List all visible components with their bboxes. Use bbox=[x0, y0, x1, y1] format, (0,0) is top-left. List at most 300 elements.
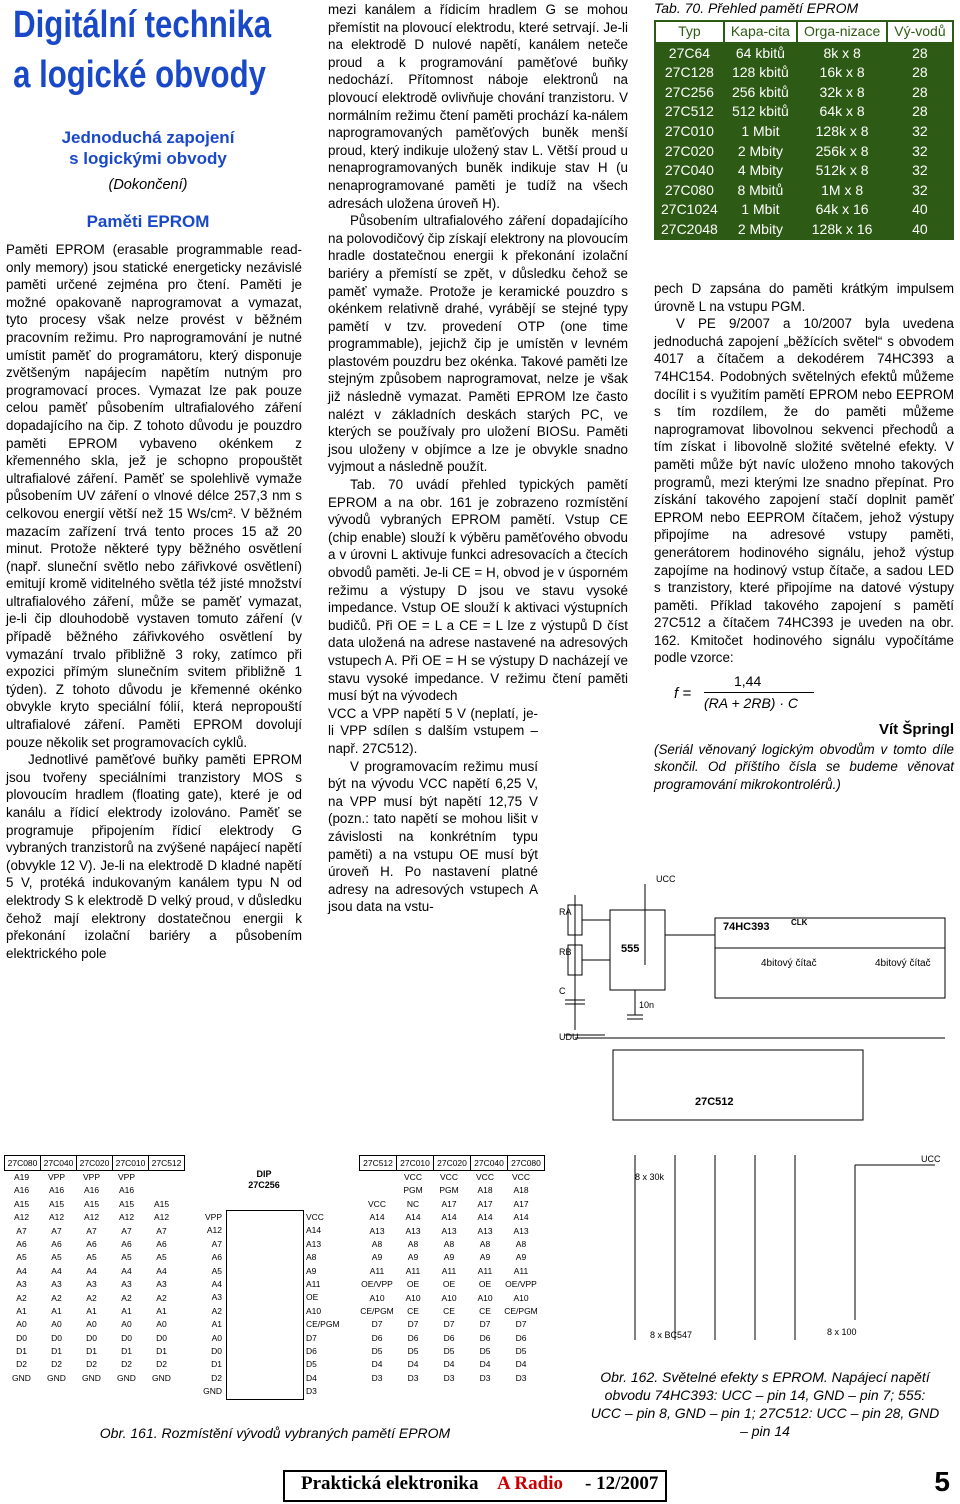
pinout-cell: A2 bbox=[121, 1292, 132, 1303]
pinout-cell: A2 bbox=[16, 1292, 27, 1303]
pinout-cell: GND bbox=[47, 1372, 66, 1383]
pinout-cell: A9 bbox=[371, 1252, 383, 1263]
table-cell: 64k x 16 bbox=[815, 201, 869, 218]
pinout-cell: A3 bbox=[121, 1279, 132, 1290]
pinout-cell: A19 bbox=[13, 1172, 30, 1182]
table-row bbox=[655, 122, 953, 142]
pinout-cell: A4 bbox=[121, 1265, 132, 1276]
pinout-cell: VCC bbox=[440, 1172, 458, 1182]
pinout-cell: D6 bbox=[407, 1332, 419, 1343]
dip-label: DIP bbox=[256, 1169, 272, 1179]
dip-pin-right: OE bbox=[306, 1292, 319, 1303]
fig162-clk: CLK bbox=[791, 918, 808, 927]
pinout-cell: A6 bbox=[16, 1238, 27, 1249]
formula-fraction-bar bbox=[704, 692, 814, 693]
pinout-cell: GND bbox=[82, 1372, 101, 1383]
pinout-cell: A9 bbox=[407, 1252, 419, 1263]
pinout-cell: A8 bbox=[515, 1238, 527, 1249]
pinout-cell: A5 bbox=[86, 1252, 97, 1263]
pinout-cell: A14 bbox=[405, 1212, 421, 1223]
pinout-cell: D5 bbox=[443, 1346, 455, 1357]
table-cell: 32 bbox=[912, 122, 928, 139]
pinout-cell: D5 bbox=[407, 1346, 419, 1357]
pinout-cell: A3 bbox=[86, 1279, 97, 1290]
pinout-cell: A12 bbox=[118, 1212, 135, 1223]
pinout-cell: VPP bbox=[117, 1172, 135, 1182]
col3-paragraph-1: pech D zapsána do paměti krátkým impulsem úrovně L na vstupu PGM. bbox=[654, 281, 954, 314]
pinout-cell: VCC bbox=[404, 1172, 422, 1182]
col2-paragraph-1: mezi kanálem a řídicím hradlem G se mohou přemístit na plovoucí elektrodu, které setrvají. Je-li na elektrodě D nulové napětí, kanálem neteče proud a k programování paměťové buňky nedochází. Přítomnost náboje elektronů na plovoucí elektrodě ovlivňuje chování tranzistoru. V normálním režimu čtení paměti prochází ka-nálem naprogramovaných paměťových buněk menší proud, který indikuje uložený stav L. Větší proud u nenaprogramovaných buněk indikuje stav H (u nenaprogramované paměti je tudíž na všech adresách uložena úroveň H). bbox=[328, 2, 628, 211]
pinout-cell: OE bbox=[406, 1279, 420, 1290]
fig162-74hc393: 74HC393 bbox=[723, 921, 770, 933]
formula-numerator: 1,44 bbox=[734, 673, 762, 690]
figure-162-caption: Obr. 162. Světelné efekty s EPROM. Napájecí napětí obvodu 74HC393: UCC – pin 14, GND – pin 7; 555: UCC – pin 8, GND – pin 1; 27C512: UCC – pin 28, GND – pin 14 bbox=[590, 1369, 940, 1439]
pinout-cell: CE bbox=[443, 1305, 455, 1316]
dip-pin-left: A3 bbox=[211, 1292, 222, 1303]
dip-pin-right: A14 bbox=[306, 1225, 322, 1236]
col3-paragraph-2: V PE 9/2007 a 10/2007 byla uvedena jednoduchá zapojení „běžících světel“ s obvodem 4017 a čítačem a dekodérem 74HC393 a 74HC154. Podobných světelných efektů můžeme docílit i s využitím pamětí EPROM nebo EEPROM s tím rozdílem, že do paměti můžeme naprogramovat libovolnou sekvenci přechodů a tím získat i libovolně složité světelné efekty. V paměti může být navíc uloženo mnoho takových programů, mezi kterými lze snadno přepínat. Pro získání takového zapojení stačí doplnit paměť EPROM nebo EEPROM čítačem, jehož výstupy připojíme na adresové vstupy paměti, generátorem hodinového signálu, jehož výstup zapojíme na hodinový vstup čítače, a sadou LED s tranzistory, které připojíme na datové výstupy paměti. Příklad takového zapojení s pamětí 27C512 a čítačem 74HC393 je uveden na obr. 162. Kmitočet hodinového signálu vypočítáme podle vzorce: bbox=[654, 316, 954, 666]
table-cell: 128 kbitů bbox=[731, 64, 789, 81]
pinout-cell: A0 bbox=[16, 1319, 27, 1330]
table-cell: 28 bbox=[912, 103, 928, 120]
pinout-cell: D6 bbox=[443, 1332, 455, 1343]
table-cell: 27C1024 bbox=[661, 201, 718, 218]
table-cell: 2 Mbity bbox=[737, 142, 783, 159]
table-cell: 32k x 8 bbox=[819, 83, 865, 100]
dip-package bbox=[226, 1210, 304, 1400]
pinout-cell: D7 bbox=[407, 1319, 419, 1330]
pinout-cell: D1 bbox=[121, 1346, 132, 1357]
dip-pin-left: A7 bbox=[211, 1238, 222, 1249]
pinout-cell: VPP bbox=[82, 1172, 100, 1182]
pinout-cell: A11 bbox=[513, 1265, 529, 1276]
fig162-ra: RA bbox=[559, 907, 572, 917]
pinout-cell: A15 bbox=[13, 1198, 30, 1209]
footer-bar bbox=[283, 1470, 667, 1502]
column-2 bbox=[328, 1, 628, 916]
pinout-cell: D4 bbox=[515, 1359, 527, 1370]
dip-pin-right: D4 bbox=[306, 1372, 317, 1383]
pinout-cell: GND bbox=[12, 1372, 31, 1383]
pinout-cell: A11 bbox=[405, 1265, 421, 1276]
fig162-555: 555 bbox=[621, 943, 640, 955]
pinout-cell: D2 bbox=[121, 1359, 132, 1370]
pinout-cell: A0 bbox=[156, 1319, 167, 1330]
dip-pin-left: GND bbox=[203, 1386, 222, 1397]
pinout-cell: OE bbox=[442, 1279, 456, 1290]
col2-paragraph-4: V programovacím režimu musí být na vývodu VCC napětí 6,25 V, na VPP musí být napětí 12,75 V (pozn.: tato napětí se mohou lišit v závislosti na konkrétním typu paměti) a na vstupu OE musí být úroveň H. Po nastavení platné adresy na adresových vstupech A jsou data na vstu- bbox=[328, 758, 538, 915]
pinout-cell: D1 bbox=[86, 1346, 97, 1357]
dip-pin-left: D1 bbox=[211, 1359, 222, 1370]
col1-paragraph-2: Jednotlivé paměťové buňky paměti EPROM jsou tvořeny speciálními tranzistory MOS s plovoucím hradlem (floating gate), které je od kanálu a řídicí elektrody izolováno. Paměť se programuje připojením řídicí elektrody G vybraných tranzistorů na zvýšené napájecí napětí (obvykle 12 V). Je-li na elektrodě D kladné napětí 5 V, protéká indukovaným kanálem typu N od elektrody S k elektrodě D velký proud, v důsledku čehož mají elektrony dostatečnou energii k překonání izolační bariéry a působením elektrického pole bbox=[6, 752, 302, 961]
pinout-cell: D4 bbox=[443, 1359, 455, 1370]
pinout-cell: D3 bbox=[371, 1372, 383, 1383]
dip-pin-left: A1 bbox=[211, 1319, 222, 1330]
pinout-cell: A14 bbox=[513, 1212, 529, 1223]
pinout-cell: D2 bbox=[16, 1359, 27, 1370]
table-cell: 27C256 bbox=[664, 83, 714, 100]
fig162-counter1: 4bitový čítač bbox=[761, 958, 817, 969]
table-cell: 256 kbitů bbox=[731, 83, 789, 100]
table-cell: 1M x 8 bbox=[821, 181, 864, 198]
pinout-cell: A3 bbox=[156, 1279, 167, 1290]
table-row bbox=[655, 220, 953, 240]
dip-pin-left: D2 bbox=[211, 1372, 222, 1383]
table-header-cell: Typ bbox=[655, 21, 724, 43]
fig162-c10n: 10n bbox=[639, 1000, 655, 1010]
series-note: (Seriál věnovaný logickým obvodům v tomto díle skončil. Od příštího čísla se budeme věnovat programování mikrokontrolérů.) bbox=[654, 741, 954, 792]
pinout-cell bbox=[144, 1171, 179, 1184]
pinout-cell: D6 bbox=[479, 1332, 491, 1343]
pinout-cell: A6 bbox=[156, 1238, 167, 1249]
pinout-cell: A5 bbox=[156, 1252, 167, 1263]
pinout-cell: GND bbox=[152, 1372, 171, 1383]
fig162-res100: 8 x 100 bbox=[827, 1327, 857, 1337]
pinout-cell: D3 bbox=[407, 1372, 419, 1383]
dip-pin-left: A12 bbox=[206, 1225, 222, 1236]
dip-pin-right: A9 bbox=[306, 1265, 317, 1276]
pinout-cell: OE/VPP bbox=[505, 1279, 537, 1290]
title-line-1: Digitální technika bbox=[13, 4, 272, 46]
pinout-cell: A1 bbox=[16, 1305, 27, 1316]
pinout-cell: D6 bbox=[515, 1332, 527, 1343]
pinout-cell: A16 bbox=[83, 1185, 100, 1196]
pinout-cell: GND bbox=[117, 1372, 136, 1383]
pinout-cell: A8 bbox=[371, 1238, 383, 1249]
dip-pin-left: A2 bbox=[211, 1305, 222, 1316]
table-cell: 128k x 8 bbox=[815, 122, 869, 139]
table-header-cell: Kapa-cita bbox=[724, 21, 797, 43]
pinout-cell: D2 bbox=[86, 1359, 97, 1370]
pinout-cell: VPP bbox=[47, 1172, 65, 1182]
figure-162-schematic bbox=[555, 870, 960, 1150]
pinout-cell: A13 bbox=[513, 1225, 529, 1236]
table-cell: 1 Mbit bbox=[741, 201, 780, 218]
pinout-cell: D3 bbox=[479, 1372, 491, 1383]
dip-pin-right: A13 bbox=[306, 1238, 322, 1249]
pinout-cell: CE/PGM bbox=[360, 1305, 394, 1316]
page-number: 5 bbox=[934, 1466, 950, 1497]
col1-paragraph-1: Paměti EPROM (erasable programmable read-only memory) jsou statické energeticky nezávislé paměti určené zejména pro čtení. Paměti je možné opakovaně naprogramovat a vymazat, tyto procesy však nelze provést v běžném pracovním režimu. Pro naprogramování je nutné umístit paměť do programátoru, který disponuje zvětšeným napájecím napětím nutným pro programovací proces. Vymazat lze pak pouze celou paměť působením ultrafialového záření dopadajícího na čip. Z tohoto důvodu je pouzdro paměti EPROM vybaveno okénkem z křemenného skla, jež je schopno propouštět ultrafialové záření. Paměť se spolehlivě vymaže působením UV záření o vlnové délce 257,3 nm s celkovou energií větší než 15 Ws/cm². V běžném mazacím zařízení trvá tento proces 15 až 20 minut. Protože některé typy běžného osvětlení (např. sluneční světlo nebo zářivkové osvětlení) emitují kromě viditelného světla též jisté množství ultrafialového záření, může se paměť vymazat, je-li čip dlouhodobě vystaven tomuto záření (v případě běžného zářivkového osvětlení by vymazání trvalo přibližně 3 roky, zatímco při expozici přímým slunečním svitem přibližně 1 týden). Z tohoto důvodu je křemenné okénko obvykle kryto speciální fólií, která nepropouští ultrafialové záření. Paměti EPROM dovolují pouze několik set programovacích cyklů. bbox=[6, 242, 302, 750]
table-caption: Tab. 70. Přehled pamětí EPROM bbox=[654, 0, 859, 16]
pinout-cell: A13 bbox=[369, 1225, 385, 1236]
pinout-cell: CE bbox=[407, 1305, 419, 1316]
dip-pin-right: D5 bbox=[306, 1359, 317, 1370]
fig162-rb: RB bbox=[559, 947, 572, 957]
pinout-cell: A16 bbox=[48, 1185, 65, 1196]
table-cell: 32 bbox=[912, 162, 928, 179]
pinout-cell: A5 bbox=[121, 1252, 132, 1263]
pinout-cell: A18 bbox=[477, 1185, 493, 1196]
pinout-cell: D3 bbox=[515, 1372, 527, 1383]
pinout-cell: A8 bbox=[479, 1238, 491, 1249]
dip-pin-left: A4 bbox=[211, 1279, 222, 1289]
pinout-cell: A4 bbox=[51, 1265, 62, 1276]
table-row bbox=[655, 142, 953, 162]
title-line-2: a logické obvody bbox=[13, 54, 266, 96]
pinout-cell: D1 bbox=[16, 1346, 27, 1357]
column-1 bbox=[6, 241, 302, 962]
pinout-cell: D5 bbox=[515, 1346, 527, 1357]
dip-pin-right: A10 bbox=[306, 1305, 322, 1316]
pinout-cell: A1 bbox=[86, 1305, 97, 1316]
pinout-header: 27C040 bbox=[41, 1156, 77, 1170]
pinout-cell: A6 bbox=[121, 1238, 132, 1249]
pinout-cell: A10 bbox=[369, 1292, 385, 1303]
pinout-cell: D1 bbox=[51, 1346, 62, 1357]
pinout-cell: A4 bbox=[16, 1265, 27, 1276]
article-title bbox=[0, 0, 296, 108]
subtitle-line-2: s logickými obvody bbox=[69, 149, 227, 168]
pinout-cell: A14 bbox=[369, 1212, 385, 1223]
pinout-cell: D3 bbox=[443, 1372, 455, 1383]
table-cell: 128k x 16 bbox=[811, 220, 873, 237]
footer-issue: - 12/2007 bbox=[585, 1473, 659, 1494]
pinout-cell: CE bbox=[479, 1305, 491, 1316]
pinout-cell bbox=[359, 1184, 395, 1197]
table-cell: 27C040 bbox=[664, 162, 714, 179]
table-cell: 32 bbox=[912, 181, 928, 198]
pinout-cell: A4 bbox=[156, 1265, 167, 1276]
dip-pin-right: CE/PGM bbox=[306, 1319, 340, 1330]
dip-pin-right: D7 bbox=[306, 1332, 317, 1343]
pinout-cell: A2 bbox=[86, 1292, 97, 1303]
col2-paragraph-3b: VCC a VPP napětí 5 V (neplatí, je-li VPP sdílen s dalším vstupem – např. 27C512). bbox=[328, 705, 538, 756]
pinout-cell: D5 bbox=[479, 1346, 491, 1357]
pinout-cell: CE/PGM bbox=[504, 1305, 538, 1316]
pinout-cell: A0 bbox=[51, 1319, 62, 1330]
pinout-header: 27C040 bbox=[471, 1156, 508, 1170]
pinout-cell: VCC bbox=[512, 1172, 530, 1182]
pinout-cell: D7 bbox=[515, 1319, 527, 1330]
figure-161-caption: Obr. 161. Rozmístění vývodů vybraných pamětí EPROM bbox=[99, 1425, 451, 1441]
pinout-cell: OE/VPP bbox=[361, 1279, 393, 1290]
table-cell: 64 kbitů bbox=[735, 44, 785, 61]
pinout-header: 27C512 bbox=[151, 1158, 182, 1168]
table-cell: 28 bbox=[912, 83, 928, 100]
pinout-header: 27C010 bbox=[397, 1156, 434, 1170]
continued-label: (Dokončení) bbox=[108, 177, 188, 193]
pinout-cell: A10 bbox=[441, 1292, 457, 1303]
table-cell: 16k x 8 bbox=[819, 64, 865, 81]
pinout-cell: A5 bbox=[51, 1252, 62, 1263]
pinout-cell: A12 bbox=[83, 1212, 100, 1223]
pinout-cell: A5 bbox=[16, 1252, 27, 1263]
table-cell: 27C64 bbox=[668, 44, 711, 61]
formula-denominator: (RA + 2RB) · C bbox=[704, 695, 798, 712]
pinout-cell: A18 bbox=[513, 1185, 529, 1196]
table-header-row bbox=[655, 21, 953, 43]
pinout-cell: A0 bbox=[86, 1319, 97, 1330]
pinout-cell: A9 bbox=[479, 1252, 491, 1263]
pinout-header: 27C512 bbox=[360, 1156, 397, 1170]
pinout-cell: A9 bbox=[443, 1252, 455, 1263]
pinout-cell: A15 bbox=[83, 1198, 100, 1209]
pinout-cell: A13 bbox=[477, 1225, 493, 1236]
pinout-cell: A10 bbox=[513, 1292, 529, 1303]
pinout-cell: A13 bbox=[441, 1225, 457, 1236]
pinout-cell: A15 bbox=[48, 1198, 65, 1209]
pinout-cell: A6 bbox=[51, 1238, 62, 1249]
table-cell: 27C2048 bbox=[661, 220, 718, 237]
pinout-cell: A11 bbox=[441, 1265, 457, 1276]
pinout-cell: A3 bbox=[51, 1279, 62, 1290]
formula-f: f = bbox=[674, 685, 692, 703]
pinout-cell: A16 bbox=[118, 1185, 135, 1196]
footer-magazine-2: A Radio bbox=[497, 1473, 563, 1494]
pinout-cell: A1 bbox=[156, 1305, 167, 1316]
pinout-cell: OE bbox=[478, 1279, 492, 1290]
pinout-cell: D0 bbox=[86, 1332, 97, 1343]
pinout-cell: A8 bbox=[443, 1238, 455, 1249]
dip-pin-left: A6 bbox=[211, 1252, 222, 1263]
pinout-cell: D7 bbox=[443, 1319, 455, 1330]
figure-161-pinout bbox=[4, 1155, 549, 1400]
pinout-header: 27C080 bbox=[5, 1156, 41, 1170]
table-cell: 4 Mbity bbox=[737, 162, 783, 179]
dip-pin-left: A5 bbox=[211, 1265, 222, 1276]
table-cell: 28 bbox=[912, 64, 928, 81]
pinout-header: 27C020 bbox=[77, 1156, 113, 1170]
table-header-cell: Vý-vodů bbox=[887, 21, 952, 43]
dip-label: 27C256 bbox=[248, 1180, 280, 1190]
pinout-cell: A17 bbox=[441, 1198, 457, 1209]
table-cell: 27C010 bbox=[664, 122, 714, 139]
pinout-cell: VCC bbox=[476, 1172, 494, 1182]
column-3 bbox=[654, 280, 954, 793]
table-cell: 1 Mbit bbox=[741, 122, 780, 139]
table-row bbox=[655, 83, 953, 103]
pinout-cell: D7 bbox=[479, 1319, 491, 1330]
dip-pin-right: VCC bbox=[306, 1212, 324, 1222]
table-cell: 27C080 bbox=[664, 181, 714, 198]
pinout-cell: A10 bbox=[477, 1292, 493, 1303]
pinout-cell: A8 bbox=[407, 1238, 419, 1249]
table-row bbox=[655, 181, 953, 201]
pinout-cell: D0 bbox=[51, 1332, 62, 1343]
table-row bbox=[655, 161, 953, 181]
frequency-formula bbox=[654, 673, 954, 717]
col2-paragraph-2: Působením ultrafialového záření dopadajícího na polovodičový čip získají elektrony na plovoucím hradle dostatečnou energii k překonání izolační bariéry a přemístí se zpět, v důsledku čehož se paměť vymaže. Protože je keramické pouzdro s okénkem relativně drahé, vyrábějí se stejné typy pamětí v tzv. provedení OTP (one time programmable), jejichž čip je umístěn v levném plastovém pouzdru bez okénka. Takové paměti lze stejným způsobem naprogramovat, nelze je však již následně vymazat. Paměti EPROM lze často nalézt v základních deskách starých PC, ve kterých se používaly pro uložení BIOSu. Paměti jsou uloženy v objímce a lze je obvykle snadno vyjmout a následně použít. bbox=[328, 213, 628, 475]
pinout-header: 27C080 bbox=[511, 1158, 541, 1168]
fig162-counter2: 4bitový čítač bbox=[875, 958, 931, 969]
table-row bbox=[655, 102, 953, 122]
pinout-cell: A9 bbox=[515, 1252, 527, 1263]
pinout-cell: D2 bbox=[51, 1359, 62, 1370]
pinout-cell: A16 bbox=[13, 1185, 30, 1196]
pinout-cell: A13 bbox=[405, 1225, 421, 1236]
pinout-cell: PGM bbox=[439, 1185, 459, 1196]
table-row bbox=[655, 200, 953, 220]
pinout-cell: PGM bbox=[403, 1185, 423, 1196]
pinout-cell: A1 bbox=[51, 1305, 62, 1316]
pinout-cell: A6 bbox=[86, 1238, 97, 1249]
pinout-cell: D2 bbox=[156, 1359, 167, 1370]
pinout-cell: A14 bbox=[477, 1212, 493, 1223]
table-cell: 512k x 8 bbox=[815, 162, 869, 179]
section-heading: Paměti EPROM bbox=[86, 212, 210, 231]
fig162-ucc: UCC bbox=[656, 874, 676, 884]
table-cell: 27C512 bbox=[664, 103, 714, 120]
pinout-cell: A7 bbox=[156, 1225, 167, 1236]
pinout-cell: A7 bbox=[16, 1225, 27, 1236]
pinout-cell: A17 bbox=[477, 1198, 493, 1209]
table-cell: 512 kbitů bbox=[731, 103, 789, 120]
table-cell: 2 Mbity bbox=[737, 220, 783, 237]
fig162-transistors: 8 x BC547 bbox=[650, 1330, 693, 1340]
pinout-cell: NC bbox=[406, 1198, 420, 1209]
dip-pin-right: A8 bbox=[306, 1252, 317, 1263]
table-header-cell: Orga-nizace bbox=[797, 21, 887, 43]
pinout-cell: D0 bbox=[16, 1332, 27, 1343]
table-cell: 8k x 8 bbox=[823, 44, 861, 61]
table-cell: 40 bbox=[912, 220, 928, 237]
fig162-res30k: 8 x 30k bbox=[635, 1172, 665, 1182]
pinout-cell: D0 bbox=[156, 1332, 167, 1343]
table-cell: 32 bbox=[912, 142, 928, 159]
dip-pin-left: A0 bbox=[211, 1332, 222, 1343]
table-cell: 28 bbox=[912, 44, 928, 61]
pinout-cell: A12 bbox=[153, 1212, 170, 1223]
pinout-cell: D1 bbox=[156, 1346, 167, 1357]
subtitle-line-1: Jednoduchá zapojení bbox=[61, 128, 235, 147]
pinout-cell: A15 bbox=[153, 1198, 170, 1209]
table-cell: 27C128 bbox=[664, 64, 714, 81]
fig162-c: C bbox=[559, 986, 566, 996]
table-cell: 40 bbox=[912, 201, 928, 218]
pinout-cell: A10 bbox=[405, 1292, 421, 1303]
pinout-cell: D4 bbox=[479, 1359, 491, 1370]
pinout-cell: A2 bbox=[51, 1292, 62, 1303]
pinout-cell: VCC bbox=[368, 1198, 386, 1209]
pinout-cell: A15 bbox=[118, 1198, 135, 1209]
dip-pin-right: D6 bbox=[306, 1346, 317, 1356]
pinout-cell: D6 bbox=[371, 1332, 383, 1343]
pinout-header: 27C010 bbox=[113, 1156, 149, 1170]
dip-pin-right: D3 bbox=[306, 1386, 317, 1397]
dip-pin-right: A11 bbox=[306, 1279, 321, 1289]
pinout-cell bbox=[144, 1184, 179, 1197]
pinout-cell: D7 bbox=[371, 1319, 383, 1330]
pinout-cell: A7 bbox=[86, 1225, 97, 1236]
pinout-cell: A4 bbox=[86, 1265, 97, 1276]
pinout-cell: D0 bbox=[121, 1332, 132, 1343]
fig162-uout: UDU bbox=[559, 1032, 579, 1042]
figure-162-outputs bbox=[555, 1150, 960, 1360]
table-cell: 8 Mbitů bbox=[737, 181, 784, 198]
fig162-ucc2: UCC bbox=[921, 1154, 941, 1164]
table-cell: 27C020 bbox=[664, 142, 714, 159]
pinout-cell: A0 bbox=[121, 1319, 132, 1330]
pinout-cell: A2 bbox=[156, 1292, 167, 1303]
pinout-cell: A14 bbox=[441, 1212, 457, 1223]
pinout-header: 27C020 bbox=[434, 1156, 471, 1170]
pinout-cell bbox=[359, 1171, 395, 1184]
pinout-cell: D5 bbox=[371, 1346, 383, 1357]
pinout-cell: A11 bbox=[477, 1265, 493, 1276]
pinout-cell: A7 bbox=[121, 1225, 132, 1236]
pinout-cell: A17 bbox=[513, 1198, 529, 1209]
footer-magazine: Praktická elektronika bbox=[301, 1473, 479, 1494]
pinout-cell: A12 bbox=[48, 1212, 65, 1223]
pinout-cell: A7 bbox=[51, 1225, 62, 1236]
dip-pin-left: D0 bbox=[211, 1346, 222, 1356]
table-cell: 64k x 8 bbox=[819, 103, 865, 120]
eprom-table bbox=[654, 20, 954, 240]
dip-pin-left: VPP bbox=[204, 1212, 222, 1222]
pinout-cell: A1 bbox=[121, 1305, 132, 1316]
pinout-cell: D4 bbox=[407, 1359, 419, 1370]
